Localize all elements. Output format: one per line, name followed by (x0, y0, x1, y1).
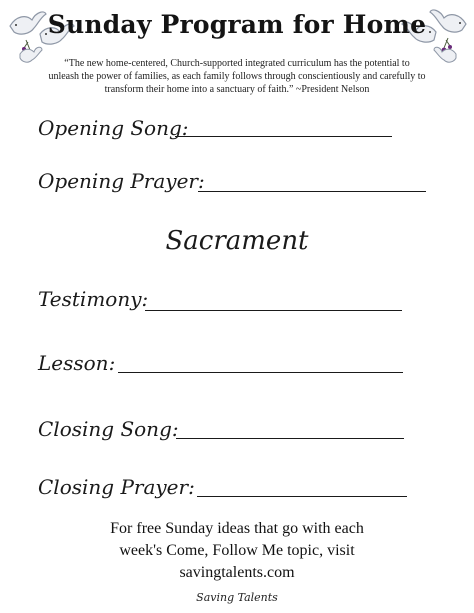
lesson-row (0, 345, 474, 385)
testimony-label: Testimony: (38, 287, 149, 311)
opening-prayer-label: Opening Prayer: (38, 169, 205, 193)
testimony-blank-line (145, 310, 402, 311)
lesson-blank-line (118, 372, 403, 373)
opening-prayer-blank-line (198, 191, 426, 192)
opening-song-label: Opening Song: (38, 116, 189, 140)
opening-song-row (0, 112, 474, 152)
president-nelson-quote: “The new home-centered, Church-supported integrated curriculum has the potential to unleash the power of families, as each family follows through conscientiously and carefully to transform their home into a sanctuary of faith.” ~President Nelson (48, 58, 426, 95)
lesson-label: Lesson: (38, 351, 116, 375)
closing-prayer-blank-line (197, 496, 407, 497)
footer-line-2: week's Come, Follow Me topic, visit (119, 542, 355, 559)
closing-song-label: Closing Song: (38, 417, 179, 441)
saving-talents-signature: Saving Talents (196, 591, 278, 604)
closing-prayer-row (0, 471, 474, 511)
closing-prayer-label: Closing Prayer: (38, 475, 195, 499)
footer-line-1: For free Sunday ideas that go with each (110, 520, 364, 537)
page-title: Sunday Program for Home (47, 10, 427, 39)
opening-song-blank-line (175, 136, 392, 137)
testimony-row (0, 283, 474, 323)
footer-website-link[interactable]: savingtalents.com (179, 564, 295, 581)
sacrament-heading: Sacrament (165, 226, 309, 256)
footer-note (60, 518, 414, 584)
opening-prayer-row (0, 165, 474, 205)
dove-icon (434, 47, 456, 62)
closing-song-blank-line (176, 438, 404, 439)
closing-song-row (0, 413, 474, 453)
